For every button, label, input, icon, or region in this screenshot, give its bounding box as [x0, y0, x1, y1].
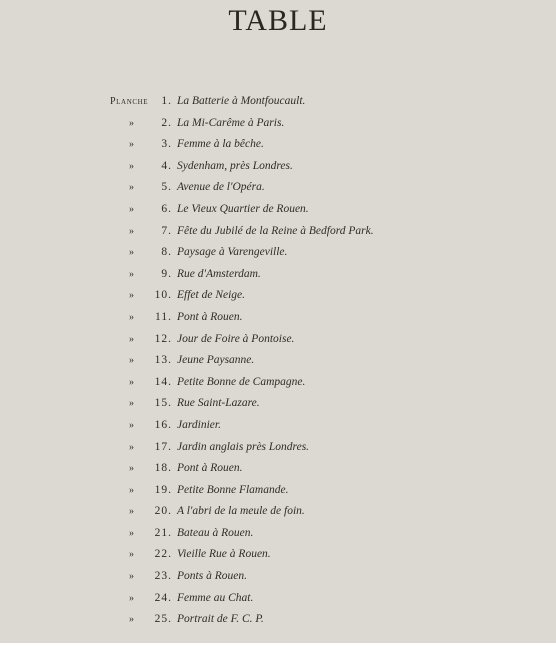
toc-entry: [0, 307, 556, 329]
ditto-mark: »: [129, 139, 134, 151]
plate-number: 9.: [161, 267, 172, 280]
plate-number: 14.: [154, 375, 172, 388]
ditto-mark: »: [129, 549, 134, 561]
ditto-mark: »: [129, 484, 134, 496]
toc-entry: [0, 177, 556, 199]
plate-title: A l'abri de la meule de foin.: [177, 505, 305, 518]
plate-title: Vieille Rue à Rouen.: [177, 548, 271, 561]
ditto-mark: »: [129, 506, 134, 518]
plate-number: 6.: [161, 202, 172, 215]
toc-entry: [0, 199, 556, 221]
plate-number: 4.: [161, 159, 172, 172]
plate-number: 1.: [161, 95, 172, 107]
plate-number: 16.: [154, 418, 172, 431]
toc-entry: [0, 458, 556, 480]
toc-entry: [0, 156, 556, 178]
plate-number: 18.: [154, 462, 172, 475]
plate-number: 12.: [154, 332, 172, 345]
toc-entry: [0, 221, 556, 243]
ditto-mark: »: [129, 290, 134, 302]
ditto-mark: »: [129, 268, 134, 280]
toc-entry: [0, 544, 556, 566]
plate-number: 13.: [154, 354, 172, 367]
plate-number: 19.: [154, 483, 172, 496]
plate-title: Petite Bonne de Campagne.: [177, 375, 306, 388]
plate-title: Effet de Neige.: [177, 289, 246, 302]
ditto-mark: »: [129, 355, 134, 367]
toc-entry: [0, 329, 556, 351]
plate-number: 21.: [154, 526, 172, 539]
toc-entry: [0, 393, 556, 415]
toc-entry: [0, 437, 556, 459]
toc-entry: [0, 91, 556, 113]
ditto-mark: »: [129, 571, 134, 583]
plate-number: 11.: [155, 310, 172, 323]
plate-number: 7.: [161, 224, 172, 237]
ditto-mark: »: [129, 117, 134, 129]
table-of-contents: [0, 91, 556, 631]
ditto-mark: »: [129, 441, 134, 453]
ditto-mark: »: [129, 398, 134, 410]
plate-title: Bateau à Rouen.: [177, 526, 254, 539]
ditto-mark: »: [129, 419, 134, 431]
planche-label: Planche: [110, 96, 149, 107]
page-title: TABLE: [228, 4, 328, 37]
plate-title: Paysage à Varengeville.: [177, 246, 288, 259]
ditto-mark: »: [129, 311, 134, 323]
toc-entry: [0, 523, 556, 545]
ditto-mark: »: [129, 333, 134, 345]
plate-number: 15.: [154, 397, 172, 410]
plate-title: Pont à Rouen.: [177, 310, 243, 323]
toc-entry: [0, 350, 556, 372]
toc-entry: [0, 372, 556, 394]
ditto-mark: »: [129, 225, 134, 237]
ditto-mark: »: [129, 592, 134, 604]
toc-entry: [0, 134, 556, 156]
plate-number: 17.: [154, 440, 172, 453]
plate-number: 5.: [161, 181, 172, 194]
toc-entry: [0, 609, 556, 631]
toc-entry: [0, 415, 556, 437]
toc-entry: [0, 242, 556, 264]
ditto-mark: »: [129, 160, 134, 172]
plate-title: Femme à la bêche.: [177, 138, 264, 151]
plate-title: Portrait de F. C. P.: [177, 613, 264, 626]
plate-number: 22.: [154, 548, 172, 561]
plate-title: Petite Bonne Flamande.: [177, 483, 289, 496]
toc-entry: [0, 113, 556, 135]
plate-title: Fête du Jubilé de la Reine à Bedford Park.: [177, 224, 374, 237]
plate-title: Jour de Foire à Pontoise.: [177, 332, 295, 345]
plate-number: 24.: [154, 591, 172, 604]
toc-entry: [0, 501, 556, 523]
plate-title: Jardinier.: [177, 418, 221, 431]
plate-title: Le Vieux Quartier de Rouen.: [177, 202, 309, 215]
toc-entry: [0, 264, 556, 286]
plate-title: La Batterie à Montfoucault.: [177, 95, 306, 107]
plate-title: Avenue de l'Opéra.: [177, 181, 265, 194]
ditto-mark: »: [129, 463, 134, 475]
toc-entry: [0, 480, 556, 502]
ditto-mark: »: [129, 247, 134, 259]
plate-title: Jardin anglais près Londres.: [177, 440, 310, 453]
toc-entry: [0, 285, 556, 307]
plate-number: 8.: [161, 246, 172, 259]
ditto-mark: »: [129, 527, 134, 539]
plate-number: 3.: [161, 138, 172, 151]
plate-title: Femme au Chat.: [177, 591, 254, 604]
ditto-mark: »: [129, 614, 134, 626]
plate-number: 2.: [161, 116, 172, 129]
plate-number: 10.: [154, 289, 172, 302]
plate-title: Pont à Rouen.: [177, 462, 243, 475]
toc-entry: [0, 588, 556, 610]
ditto-mark: »: [129, 376, 134, 388]
plate-title: Jeune Paysanne.: [177, 354, 255, 367]
plate-title: La Mi-Carême à Paris.: [177, 116, 285, 129]
plate-number: 23.: [154, 570, 172, 583]
plate-title: Sydenham, près Londres.: [177, 159, 293, 172]
plate-number: 25.: [154, 613, 172, 626]
plate-title: Rue d'Amsterdam.: [177, 267, 261, 280]
toc-entry: [0, 566, 556, 588]
plate-title: Rue Saint-Lazare.: [177, 397, 260, 410]
ditto-mark: »: [129, 182, 134, 194]
plate-title: Ponts à Rouen.: [177, 570, 247, 583]
ditto-mark: »: [129, 203, 134, 215]
plate-number: 20.: [154, 505, 172, 518]
